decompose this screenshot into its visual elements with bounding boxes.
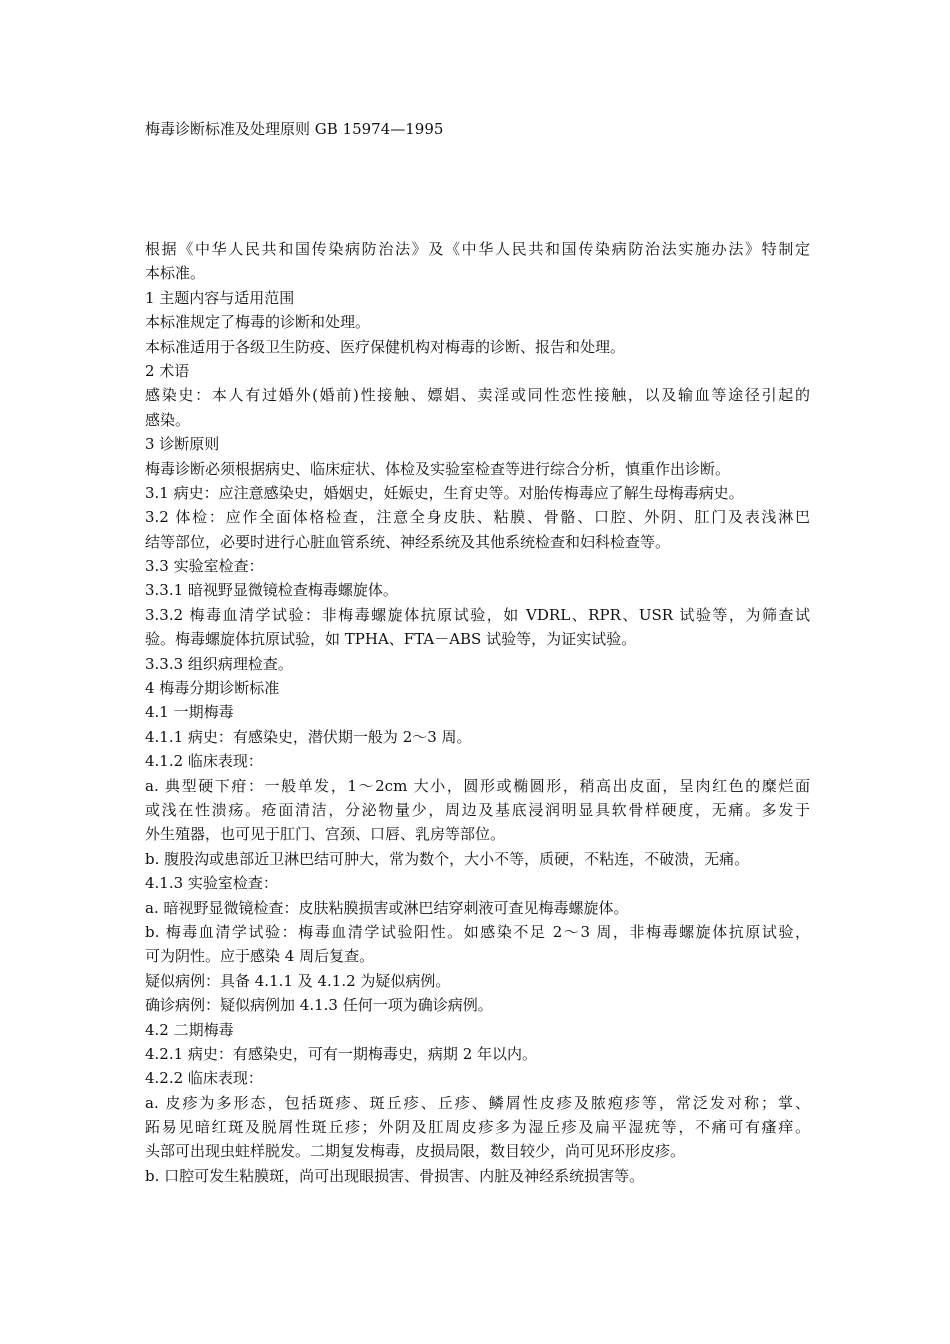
text-line: 感染史：本人有过婚外(婚前)性接触、嫖娼、卖淫或同性恋性接触，以及输血等途径引起的 — [145, 386, 810, 405]
text-line: b. 腹股沟或患部近卫淋巴结可肿大，常为数个，大小不等，质硬，不粘连，不破溃，无痛。 — [145, 849, 750, 868]
text-line: 根据《中华人民共和国传染病防治法》及《中华人民共和国传染病防治法实施办法》特制定 — [145, 240, 810, 258]
section-heading: 4 梅毒分期诊断标准 — [145, 679, 280, 698]
text-line: 本标准。 — [145, 264, 206, 283]
text-line: 4.1.3 实验室检查： — [145, 874, 278, 893]
text-line: 4.1.1 病史：有感染史，潜伏期一般为 2～3 周。 — [145, 727, 472, 746]
text-line: a. 典型硬下疳：一般单发，1～2cm 大小，圆形或椭圆形，稍高出皮面，呈肉红色的糜烂面 — [145, 776, 810, 795]
text-line: a. 皮疹为多形态，包括斑疹、斑丘疹、丘疹、鳞屑性皮疹及脓疱疹等，常泛发对称；掌、 — [145, 1093, 810, 1112]
text-line: 感染。 — [145, 410, 191, 429]
text-line: b. 口腔可发生粘膜斑，尚可出现眼损害、骨损害、内脏及神经系统损害等。 — [145, 1166, 645, 1185]
document-body — [145, 237, 810, 1188]
text-line: 梅毒诊断必须根据病史、临床症状、体检及实验室检查等进行综合分析，慎重作出诊断。 — [145, 459, 731, 478]
text-line: 3.1 病史：应注意感染史，婚姻史，妊娠史，生育史等。对胎传梅毒应了解生母梅毒病史。 — [145, 483, 744, 502]
text-line: 或浅在性溃疡。疮面清洁，分泌物量少，周边及基底浸润明显具软骨样硬度，无痛。多发于 — [145, 800, 810, 819]
section-heading: 1 主题内容与适用范围 — [145, 288, 295, 307]
text-line: 3.3.3 组织病理检查。 — [145, 654, 293, 673]
text-line: 头部可出现虫蛀样脱发。二期复发梅毒，皮损局限，数目较少，尚可见环形皮疹。 — [145, 1142, 686, 1161]
text-line: 4.1.2 临床表现： — [145, 752, 263, 771]
text-line: 跖易见暗红斑及脱屑性斑丘疹；外阴及肛周皮疹多为湿丘疹及扁平湿疣等，不痛可有瘙痒。 — [145, 1118, 810, 1137]
text-line: a. 暗视野显微镜检查：皮肤粘膜损害或淋巴结穿刺液可查见梅毒螺旋体。 — [145, 898, 629, 917]
text-line: 结等部位，必要时进行心脏血管系统、神经系统及其他系统检查和妇科检查等。 — [145, 532, 671, 551]
text-line: 可为阴性。应于感染 4 周后复查。 — [145, 947, 375, 966]
text-line: 4.2.2 临床表现： — [145, 1069, 263, 1088]
text-line: 确诊病例：疑似病例加 4.1.3 任何一项为确诊病例。 — [145, 996, 493, 1015]
text-line: 验。梅毒螺旋体抗原试验，如 TPHA、FTA－ABS 试验等，为证实试验。 — [145, 630, 637, 649]
text-line: 3.3.1 暗视野显微镜检查梅毒螺旋体。 — [145, 581, 398, 600]
text-line: 3.3 实验室检查： — [145, 557, 264, 576]
document-title: 梅毒诊断标准及处理原则 GB 15974—1995 — [145, 120, 444, 138]
text-line: 本标准适用于各级卫生防疫、医疗保健机构对梅毒的诊断、报告和处理。 — [145, 337, 626, 356]
subsection-heading: 4.1 一期梅毒 — [145, 703, 234, 722]
text-line: 本标准规定了梅毒的诊断和处理。 — [145, 313, 371, 332]
section-heading: 3 诊断原则 — [145, 435, 220, 454]
text-line: b. 梅毒血清学试验：梅毒血清学试验阳性。如感染不足 2～3 周，非梅毒螺旋体抗原试验， — [145, 922, 810, 941]
section-heading: 2 术语 — [145, 361, 190, 380]
text-line: 外生殖器，也可见于肛门、宫颈、口唇、乳房等部位。 — [145, 825, 506, 844]
text-line: 3.2 体检：应作全面体格检查，注意全身皮肤、粘膜、骨骼、口腔、外阴、肛门及表浅淋巴 — [145, 508, 810, 527]
text-line: 疑似病例：具备 4.1.1 及 4.1.2 为疑似病例。 — [145, 971, 451, 990]
subsection-heading: 4.2 二期梅毒 — [145, 1020, 234, 1039]
text-line: 4.2.1 病史：有感染史，可有一期梅毒史，病期 2 年以内。 — [145, 1044, 538, 1063]
text-line: 3.3.2 梅毒血清学试验：非梅毒螺旋体抗原试验，如 VDRL、RPR、USR 试验等，为筛查试 — [145, 605, 810, 624]
